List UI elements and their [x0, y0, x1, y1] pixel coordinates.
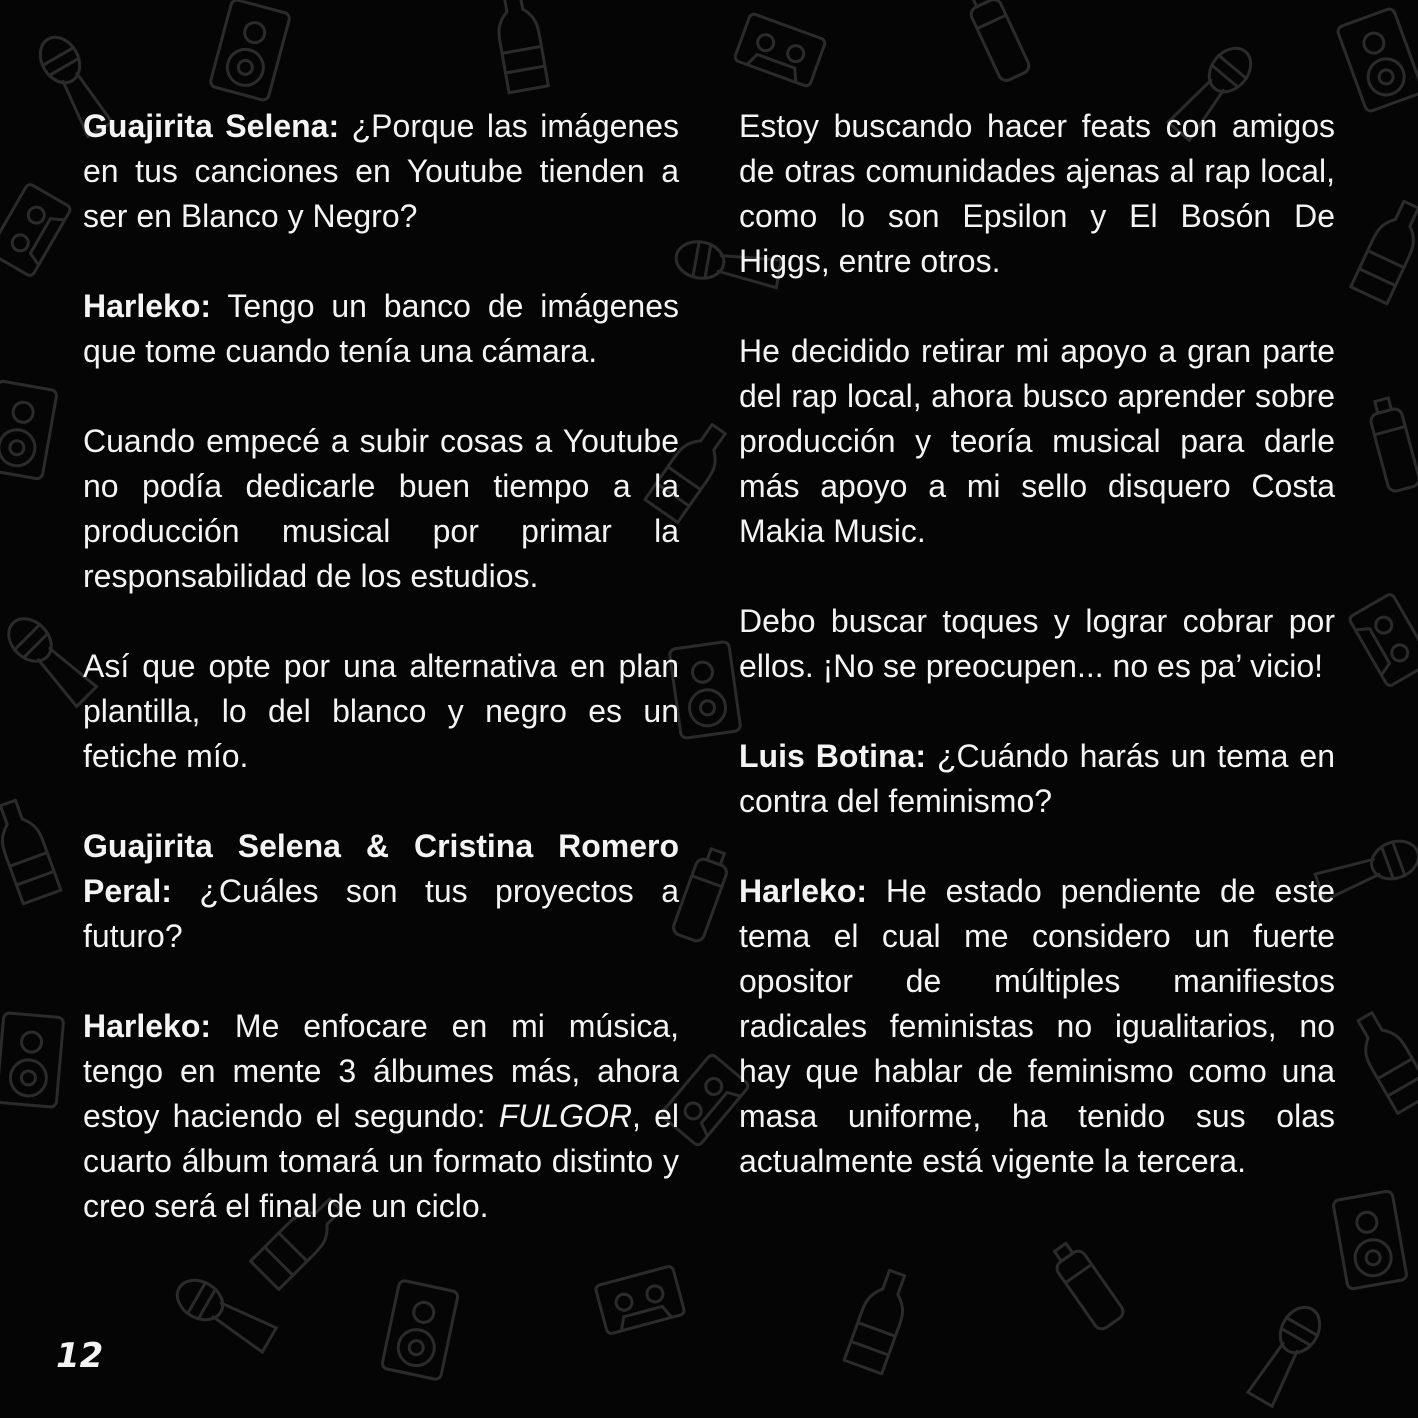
question-3-text: ¿Cuándo harás un tema en contra del feminismo?	[739, 738, 1335, 819]
page-number: 12	[56, 1336, 104, 1376]
right-paragraph-1: Estoy buscando hacer feats con amigos de otras comunidades ajenas al rap local, como lo son Epsilon y El Bosón De Higgs, entre otros.	[739, 108, 1335, 279]
answer-1	[83, 284, 679, 374]
question-1-text: ¿Porque las imágenes en tus canciones en Youtube tienden a ser en Blanco y Negro?	[83, 108, 680, 234]
answer-2-text-after: , el cuarto álbum tomará un formato distinto y creo será el final de un ciclo.	[83, 1098, 680, 1224]
right-column	[739, 104, 1335, 1229]
album-title: FULGOR	[498, 1098, 633, 1134]
right-paragraph-2: He decidido retirar mi apoyo a gran parte del rap local, ahora busco aprender sobre producción y teoría musical para darle más apoyo a mi sello disquero Costa Makia Music.	[739, 333, 1335, 549]
question-2-text: ¿Cuáles son tus proyectos a futuro?	[83, 873, 679, 954]
right-paragraph-3: Debo buscar toques y lograr cobrar por ellos. ¡No se preocupen... no es pa’ vicio!	[739, 603, 1335, 684]
answer-2-speaker: Harleko:	[83, 1008, 212, 1044]
answer-3-text: He estado pendiente de este tema el cual me considero un fuerte opositor de múltiples manifiestos radicales feministas no igualitarios, no hay que hablar de feminismo como una masa uniforme, ha tenido sus olas actualmente está vigente la tercera.	[739, 873, 1335, 1179]
answer-2	[83, 1004, 679, 1229]
answer-1-paragraph-3: Así que opte por una alternativa en plan plantilla, lo del blanco y negro es un fetiche mío.	[83, 648, 679, 774]
answer-2-text-before: Me enfocare en mi música, tengo en mente 3 álbumes más, ahora estoy haciendo el segundo:	[83, 1008, 679, 1134]
question-2-speaker: Guajirita Selena & Cristina Romero Peral:	[83, 828, 679, 909]
question-3	[739, 734, 1335, 824]
answer-3-speaker: Harleko:	[739, 873, 868, 909]
answer-1-speaker: Harleko:	[83, 288, 212, 324]
question-1	[83, 104, 679, 239]
question-1-speaker: Guajirita Selena:	[83, 108, 340, 144]
left-column	[83, 104, 679, 1274]
question-2	[83, 824, 679, 959]
answer-1-paragraph-2: Cuando empecé a subir cosas a Youtube no podía dedicarle buen tiempo a la producción musical por primar la responsabilidad de los estudios.	[83, 423, 679, 594]
answer-1-text: Tengo un banco de imágenes que tome cuando tenía una cámara.	[83, 288, 679, 369]
question-3-speaker: Luis Botina:	[739, 738, 926, 774]
answer-3	[739, 869, 1335, 1184]
